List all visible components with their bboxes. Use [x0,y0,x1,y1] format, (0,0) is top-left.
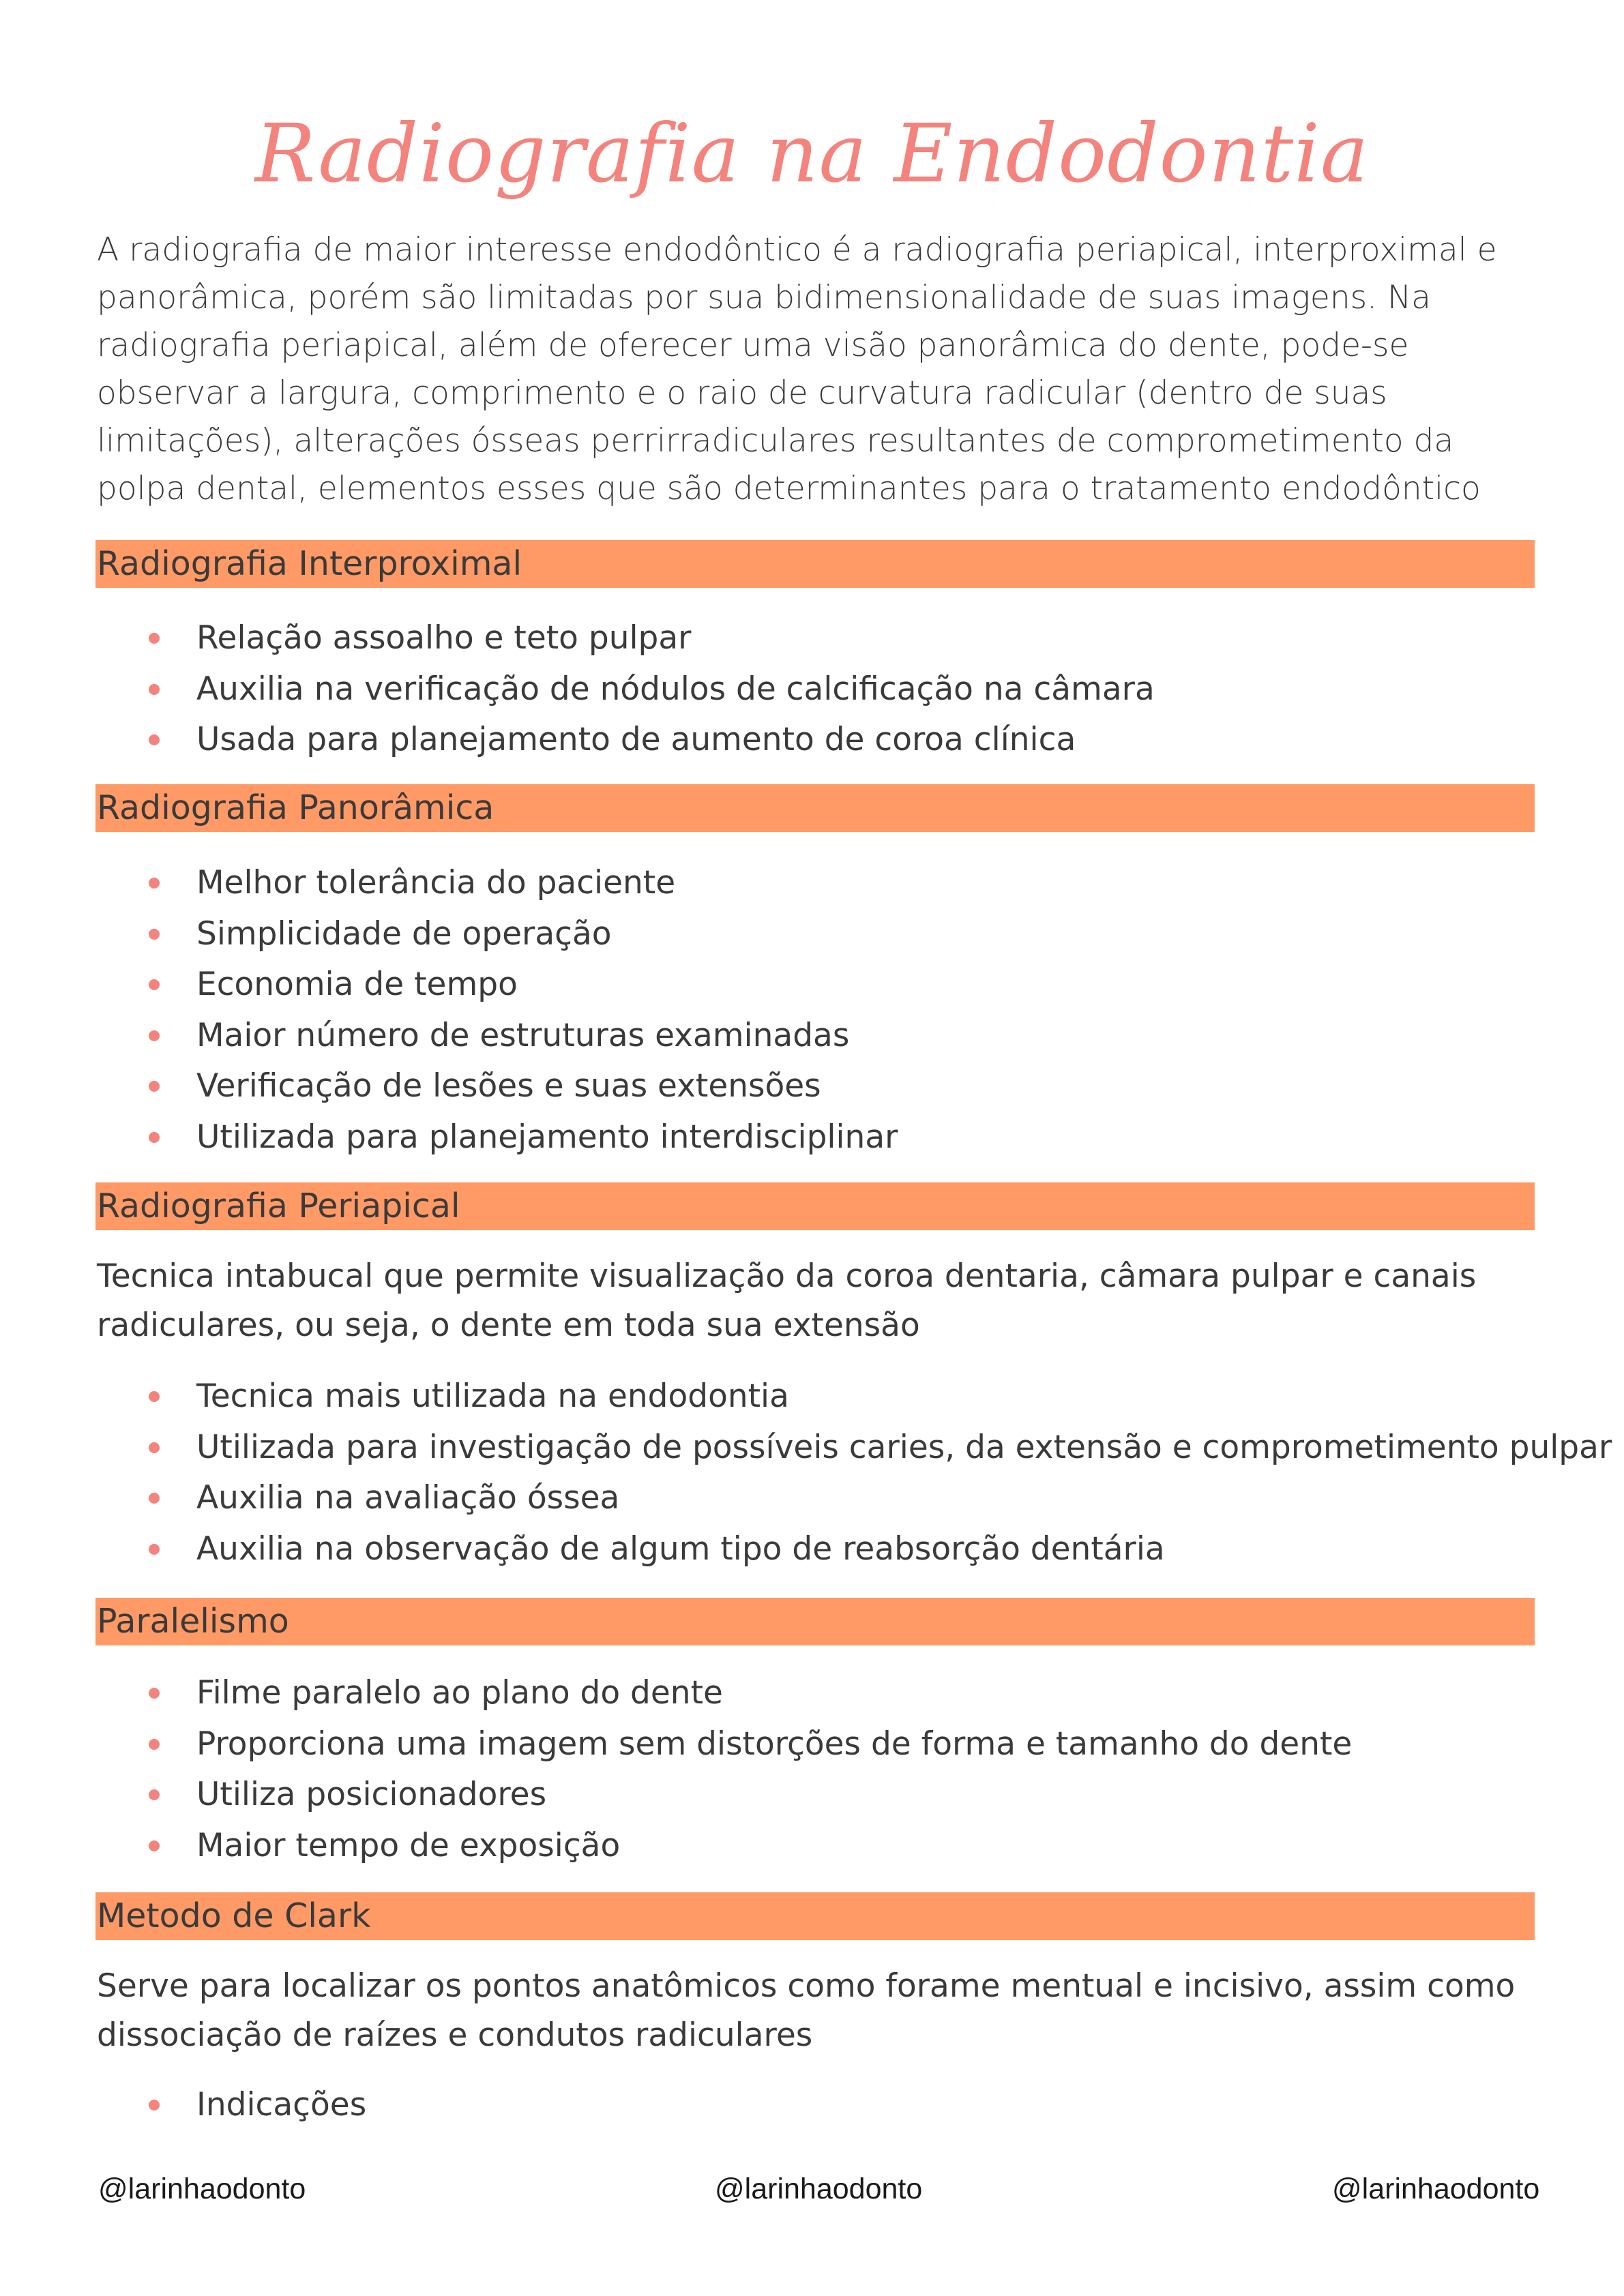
bullet-dot-icon [149,2100,160,2111]
bullet-list-periapical [0,1371,1612,1575]
list-item-text: Auxilia na avaliação óssea [196,1479,620,1517]
list-item-text: Simplicidade de operação [196,914,612,953]
list-item-text: Indicações [196,2086,367,2123]
bullet-dot-icon [149,1688,160,1699]
list-item [0,1112,898,1163]
bullet-dot-icon [149,1544,160,1555]
bullet-list-clark [0,2080,366,2131]
list-item-text: Auxilia na verificação de nódulos de calcificação na câmara [196,670,1155,708]
list-item-text: Usada para planejamento de aumento de coroa clínica [196,721,1076,758]
list-item-text: Relação assoalho e teto pulpar [196,619,692,657]
bullet-dot-icon [149,684,160,695]
list-item [0,959,898,1011]
list-item [0,1770,1352,1821]
list-item-text: Proporciona uma imagem sem distorções de forma e tamanho do dente [196,1725,1353,1763]
section-heading-panoramica: Radiografia Panorâmica [95,784,1535,832]
list-item [0,1473,1612,1524]
bullet-dot-icon [149,1030,160,1041]
list-item-text: Verificação de lesões e suas extensões [196,1067,821,1105]
footer-handle-right: @larinhaodonto [1332,2173,1540,2205]
bullet-dot-icon [149,1739,160,1750]
bullet-dot-icon [149,1442,160,1453]
bullet-dot-icon [149,734,160,745]
list-item [0,1719,1352,1770]
list-item-text: Filme paralelo ao plano do dente [196,1674,723,1712]
list-item [0,2080,366,2131]
list-item-text: Melhor tolerância do paciente [196,864,676,901]
list-item [0,909,898,960]
list-item-text: Auxilia na observação de algum tipo de reabsorção dentária [196,1530,1165,1568]
section-heading-clark: Metodo de Clark [95,1892,1535,1940]
bullet-dot-icon [149,878,160,889]
bullet-dot-icon [149,1493,160,1504]
bullet-dot-icon [149,1132,160,1143]
section-heading-paralelismo: Paralelismo [95,1598,1535,1645]
list-item [0,613,1155,664]
bullet-list-paralelismo [0,1668,1352,1871]
list-item [0,1011,898,1062]
list-item [0,1668,1352,1719]
list-item [0,715,1155,766]
list-item-text: Utilizada para investigação de possíveis caries, da extensão e comprometimento pulpar [196,1428,1612,1466]
bullet-dot-icon [149,1789,160,1800]
bullet-dot-icon [149,979,160,990]
bullet-list-panoramica [0,858,898,1163]
list-item [0,664,1155,715]
list-item [0,1061,898,1112]
footer-handle-center: @larinhaodonto [715,2173,923,2205]
bullet-dot-icon [149,1081,160,1092]
bullet-dot-icon [149,929,160,940]
periapical-paragraph: Tecnica intabucal que permite visualização da coroa dentaria, câmara pulpar e canais radiculares, ou seja, o dente em toda sua extensão [97,1257,1477,1344]
bullet-list-interproximal [0,613,1155,766]
list-item [0,1371,1612,1422]
section-heading-periapical: Radiografia Periapical [95,1182,1535,1230]
list-item [0,858,898,909]
bullet-dot-icon [149,633,160,644]
bullet-dot-icon [149,1840,160,1851]
bullet-dot-icon [149,1391,160,1402]
clark-paragraph: Serve para localizar os pontos anatômicos como forame mentual e incisivo, assim como dissociação de raízes e condutos radiculares [97,1967,1516,2054]
list-item-text: Utilizada para planejamento interdisciplinar [196,1118,898,1156]
intro-paragraph: A radiografia de maior interesse endodôntico é a radiografia periapical, interproximal e panorâmica, porém são limitadas por sua bidimensionalidade de suas imagens. Na radiografia periapical, além de oferecer uma visão panorâmica do dente, pode-se observar a largura, comprimento e o raio de curvatura radicular (dentro de suas limitações), alterações ósseas perrirradiculares resultantes de comprometimento da polpa dental, elementos esses que são determinantes para o tratamento endodôntico [97,231,1497,507]
list-item [0,1821,1352,1872]
list-item-text: Maior número de estruturas examinadas [196,1016,850,1054]
list-item [0,1524,1612,1575]
list-item-text: Economia de tempo [196,966,518,1003]
footer-handle-left: @larinhaodonto [98,2173,306,2205]
list-item [0,1422,1612,1474]
list-item-text: Maior tempo de exposição [196,1826,621,1864]
list-item-text: Tecnica mais utilizada na endodontia [196,1377,789,1415]
list-item-text: Utiliza posicionadores [196,1776,547,1813]
section-heading-interproximal: Radiografia Interproximal [95,540,1535,588]
page-title: Radiografia na Endodontia [254,106,1370,200]
